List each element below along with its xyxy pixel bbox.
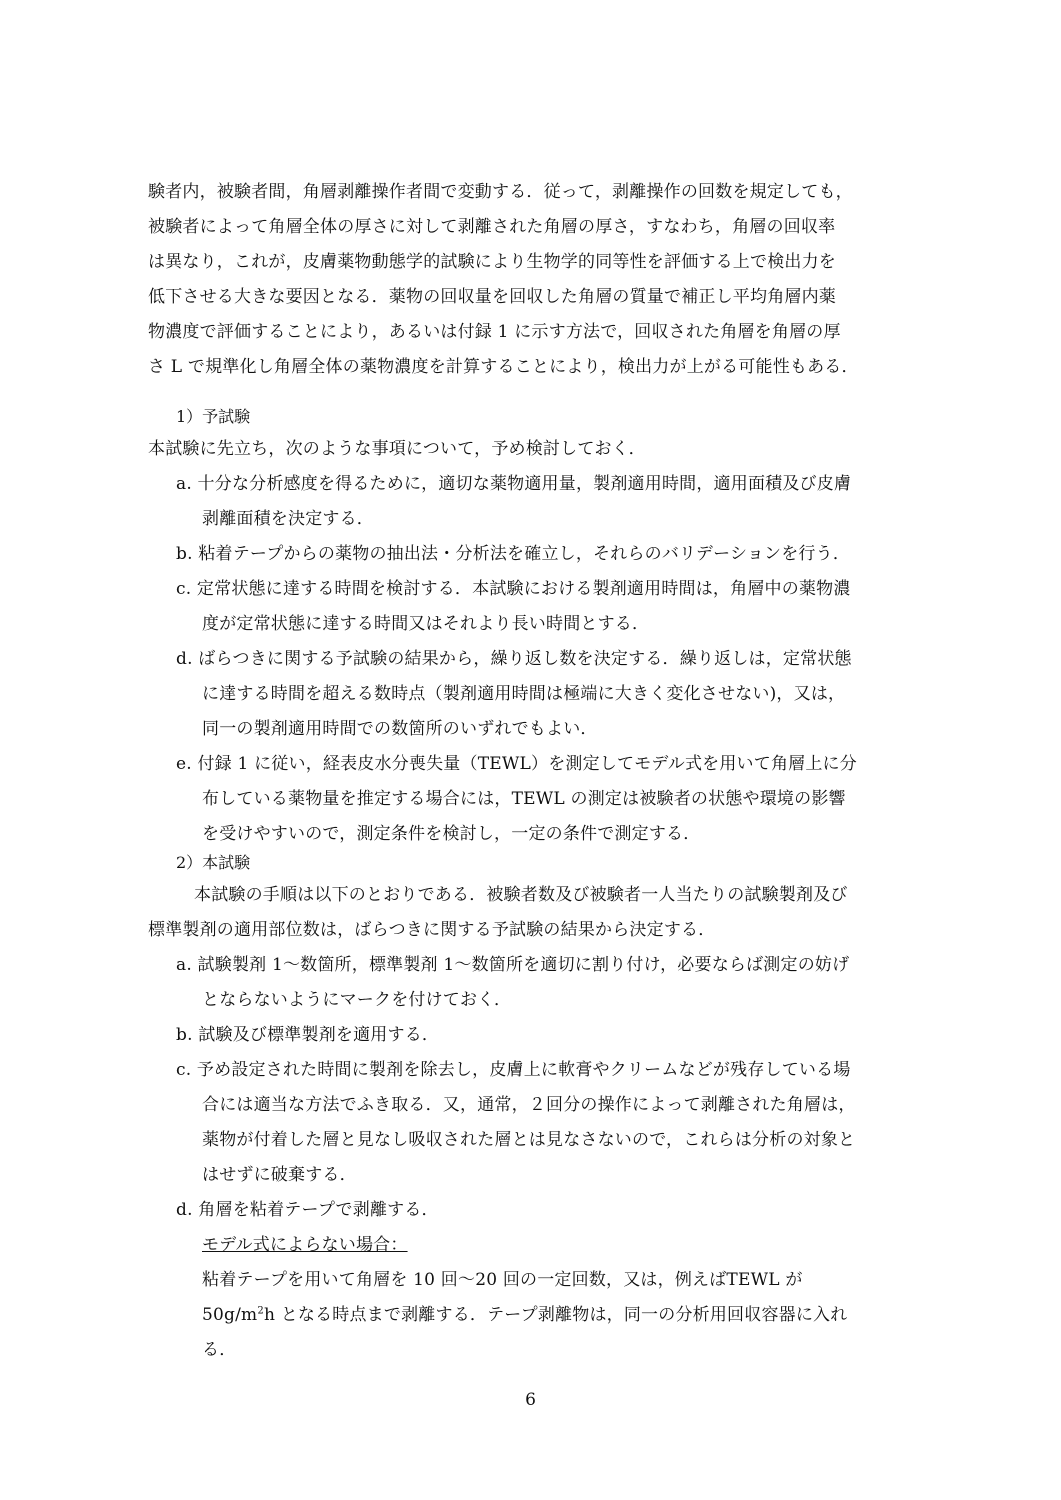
section-intro-line: 標準製剤の適用部位数は，ばらつきに関する予試験の結果から決定する． bbox=[148, 920, 716, 940]
list-item-line: a. 試験製剤 1～数箇所，標準製剤 1～数箇所を適切に割り付け，必要ならば測定の妨げ bbox=[176, 955, 850, 975]
model-text-line: る． bbox=[202, 1340, 237, 1360]
list-item-a bbox=[176, 467, 918, 537]
section-heading: 1）予試験 bbox=[176, 407, 251, 426]
intro-paragraph bbox=[148, 175, 918, 385]
list-item-c bbox=[176, 1053, 918, 1193]
text-line: さ L で規準化し角層全体の薬物濃度を計算することにより，検出力が上がる可能性もある． bbox=[148, 357, 859, 377]
page-number: 6 bbox=[525, 1390, 536, 1410]
model-text-part: 50g/m bbox=[202, 1305, 258, 1325]
text-line: 物濃度で評価することにより，あるいは付録 1 に示す方法で，回収された角層を角層の厚 bbox=[148, 322, 841, 342]
list-item-line: c. 予め設定された時間に製剤を除去し，皮膚上に軟膏やクリームなどが残存している場 bbox=[176, 1060, 851, 1080]
list-item-line: d. 角層を粘着テープで剥離する． bbox=[176, 1200, 439, 1220]
list-item-line: 布している薬物量を推定する場合には，TEWL の測定は被験者の状態や環境の影響 bbox=[202, 789, 846, 809]
list-item-line: b. 試験及び標準製剤を適用する． bbox=[176, 1025, 440, 1045]
list-item-line: 度が定常状態に達する時間又はそれより長い時間とする． bbox=[202, 614, 650, 634]
text-line: 被験者によって角層全体の厚さに対して剥離された角層の厚さ，すなわち，角層の回収率 bbox=[148, 217, 836, 237]
model-text-part: h となる時点まで剥離する．テープ剥離物は，同一の分析用回収容器に入れ bbox=[263, 1305, 848, 1325]
list-item-line: c. 定常状態に達する時間を検討する．本試験における製剤適用時間は，角層中の薬物濃 bbox=[176, 579, 851, 599]
list-item-c bbox=[176, 572, 918, 642]
list-item-line: を受けやすいので，測定条件を検討し，一定の条件で測定する． bbox=[202, 824, 701, 844]
section-main-test bbox=[148, 848, 918, 1368]
text-line: 験者内，被験者間，角層剥離操作者間で変動する．従って，剥離操作の回数を規定しても， bbox=[148, 182, 853, 202]
list-item-line: d. ばらつきに関する予試験の結果から，繰り返し数を決定する．繰り返しは，定常状態 bbox=[176, 649, 852, 669]
model-text-line bbox=[148, 1298, 918, 1333]
section-intro-line: 本試験の手順は以下のとおりである．被験者数及び被験者一人当たりの試験製剤及び bbox=[194, 885, 848, 905]
section-intro: 本試験に先立ち，次のような事項について，予め検討しておく． bbox=[148, 439, 646, 459]
list-item-line: とならないようにマークを付けておく． bbox=[202, 990, 512, 1010]
list-item-d bbox=[176, 1193, 918, 1228]
list-item-line: e. 付録 1 に従い，経表皮水分喪失量（TEWL）を測定してモデル式を用いて角層上に分 bbox=[176, 754, 857, 774]
section-preliminary-test bbox=[148, 402, 918, 852]
list-item-line: a. 十分な分析感度を得るために，適切な薬物適用量，製剤適用時間，適用面積及び皮膚 bbox=[176, 474, 852, 494]
list-item-line: 薬物が付着した層と見なし吸収された層とは見なさないので，これらは分析の対象と bbox=[202, 1130, 856, 1150]
model-text-line: 粘着テープを用いて角層を 10 回～20 回の一定回数，又は，例えばTEWL が bbox=[202, 1270, 803, 1290]
list-item-line: 合には適当な方法でふき取る．又，通常，２回分の操作によって剥離された角層は， bbox=[202, 1095, 856, 1115]
list-item-line: b. 粘着テープからの薬物の抽出法・分析法を確立し，それらのバリデーションを行う． bbox=[176, 544, 851, 564]
list-item-line: はせずに破棄する． bbox=[202, 1165, 357, 1185]
list-item-line: 剥離面積を決定する． bbox=[202, 509, 374, 529]
text-line: は異なり，これが，皮膚薬物動態学的試験により生物学的同等性を評価する上で検出力を bbox=[148, 252, 836, 272]
section-heading: 2）本試験 bbox=[176, 853, 251, 872]
model-label: モデル式によらない場合： bbox=[202, 1235, 408, 1255]
text-line: 低下させる大きな要因となる．薬物の回収量を回収した角層の質量で補正し平均角層内薬 bbox=[148, 287, 836, 307]
list-item-d bbox=[176, 642, 918, 747]
superscript: 2 bbox=[257, 1305, 264, 1317]
list-item-line: 同一の製剤適用時間での数箇所のいずれでもよい． bbox=[202, 719, 598, 739]
list-item-line: に達する時間を超える数時点（製剤適用時間は極端に大きく変化させない)，又は， bbox=[202, 684, 846, 704]
list-item-a bbox=[176, 948, 918, 1018]
list-item-e bbox=[176, 747, 918, 852]
list-item-b bbox=[176, 1018, 918, 1053]
list-item-b bbox=[176, 537, 918, 572]
